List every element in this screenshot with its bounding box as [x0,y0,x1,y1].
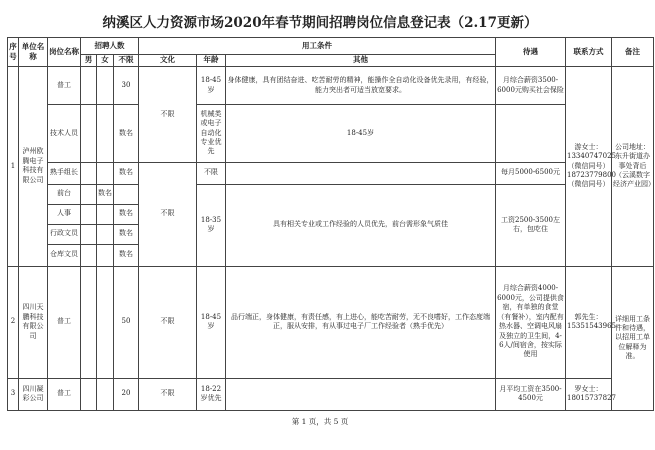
row-other [226,162,496,184]
row-education: 机械类或电子自动化专业优先 [197,105,226,163]
row-pay: 月综合薪资3500-6000元购买社会保险 [496,67,566,105]
row-pay: 月平均工资在3500-4500元 [496,378,566,410]
row-male [81,204,97,224]
row-male [81,378,97,410]
header-contact: 联系方式 [566,38,612,67]
row-education: 不限 [139,378,197,410]
row-female [97,67,114,105]
row-contact: 罗女士：18015737827 [566,378,612,410]
header-age: 年龄 [197,55,226,67]
row-pay: 工资2500-3500左右，包吃住 [496,184,566,266]
row-male [81,105,97,163]
row-position: 技术人员 [48,105,81,163]
row-company: 四川凝彩公司 [19,378,48,410]
row-unlimited [114,184,139,204]
row-unlimited: 数名 [114,105,139,163]
row-pay: 月综合薪资4000-6000元，公司提供食宿，有单独的食堂（有餐补），室内配有热水器、空调电风扇及独立的卫生间，4-6人/间宿舍，按实际使用 [496,266,566,378]
row-age: 18-35岁 [197,184,226,266]
row-position: 熟手组长 [48,162,81,184]
row-male [81,184,97,204]
row-male [81,244,97,266]
header-headcount: 招聘人数 [81,38,139,55]
table-row [8,67,654,105]
table-row [8,184,654,204]
row-remark: 公司地址：东升街道办事处背后（云溪数字经济产业园） [612,67,654,267]
row-other [496,105,566,163]
row-unlimited: 数名 [114,204,139,224]
row-female [97,378,114,410]
row-other [226,378,496,410]
row-female [97,266,114,378]
row-female [97,162,114,184]
table-row [8,162,654,184]
header-pay: 待遇 [496,38,566,67]
row-seq: 1 [8,67,19,267]
row-position: 前台 [48,184,81,204]
row-other: 身体健康，具有团结奋进、吃苦耐劳的精神，能操作全自动化设备优先录用，有经验，能力突出者可适当放宽要求。 [226,67,496,105]
row-company: 泸州欧腾电子科技有限公司 [19,67,48,267]
row-contact: 郭先生：15351543965 [566,266,612,378]
row-contact: 游女士：13340747025（微信同号）18723779800（微信同号） [566,67,612,267]
header-female: 女 [97,55,114,67]
table-row [8,378,654,410]
row-female [97,244,114,266]
row-education: 不限 [139,266,197,378]
row-unlimited: 数名 [114,162,139,184]
page-title: 纳溪区人力资源市场2020年春节期间招聘岗位信息登记表（2.17更新） [102,15,538,31]
row-seq: 2 [8,266,19,378]
row-company: 四川天鹏科技有限公司 [19,266,48,378]
row-other: 具有相关专业或工作经验的人员优先，前台需形象气质佳 [226,184,496,266]
row-female [97,224,114,244]
row-unlimited: 30 [114,67,139,105]
recruitment-table [7,37,654,411]
row-remark: 详细用工条件和待遇，以招用工单位解释为准。 [612,266,654,410]
header-other: 其他 [226,55,496,67]
header-conditions: 用工条件 [139,38,496,55]
row-position: 行政文员 [48,224,81,244]
row-unlimited: 数名 [114,244,139,266]
header-male: 男 [81,55,97,67]
header-education: 文化 [139,55,197,67]
row-age: 18-45岁 [197,67,226,105]
row-position: 普工 [48,67,81,105]
row-age: 18-45岁 [197,266,226,378]
header-company: 单位名称 [19,38,48,67]
row-female [97,204,114,224]
header-seq: 序号 [8,38,19,67]
row-male [81,266,97,378]
row-education: 不限 [139,162,197,266]
row-pay: 每月5000-6500元 [496,162,566,184]
table-row [8,105,654,163]
header-position: 岗位名称 [48,38,81,67]
row-female [97,105,114,163]
row-position: 人事 [48,204,81,224]
header-remark: 备注 [612,38,654,67]
row-unlimited: 20 [114,378,139,410]
row-position: 仓库文员 [48,244,81,266]
row-seq: 3 [8,378,19,410]
row-unlimited: 数名 [114,224,139,244]
page-footer: 第 1 页，共 5 页 [291,417,349,426]
row-age: 18-22岁优先 [197,378,226,410]
row-education: 不限 [139,67,197,163]
table-row [8,266,654,378]
row-female: 数名 [97,184,114,204]
row-position: 普工 [48,266,81,378]
header-unlimited: 不限 [114,55,139,67]
row-unlimited: 50 [114,266,139,378]
row-male [81,162,97,184]
row-male [81,224,97,244]
row-age: 18-45岁 [226,105,496,163]
row-age: 不限 [197,162,226,184]
row-other: 品行端正，身体健康，有责任感，有上进心，能吃苦耐劳，无不良嗜好，工作态度端正，服从安排，有从事过电子厂工作经验者（熟手优先） [226,266,496,378]
row-position: 普工 [48,378,81,410]
row-male [81,67,97,105]
